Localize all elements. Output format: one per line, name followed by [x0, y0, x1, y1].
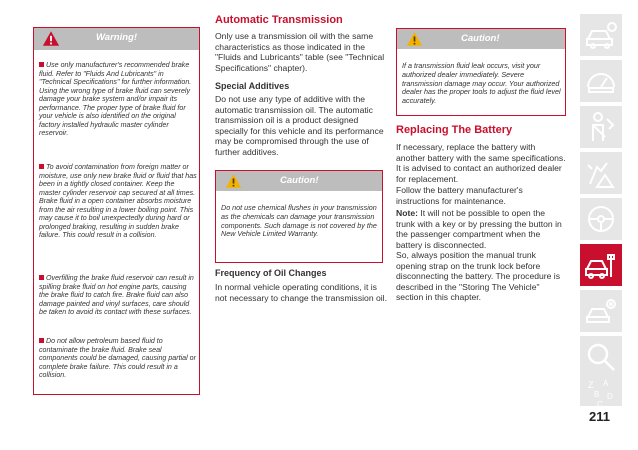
index-icon [585, 377, 617, 409]
caution-text: If a transmission fluid leak occurs, visit your authorized dealer immediately. Severe transmission damage may occur. Your authorized dealer has the proper tools to adjust the fluid level accurately. [402, 61, 561, 106]
caution-header [397, 29, 565, 49]
caution-triangle-icon [406, 31, 423, 47]
nav-service[interactable] [580, 244, 622, 286]
svg-text:A: A [603, 379, 609, 388]
caution-text: Do not use chemical flushes in your transmission as the chemicals can damage your transmission components. Such damage is not covered by the New Vehicle Limited Warranty. [221, 203, 377, 239]
note-label: Note: [396, 208, 418, 218]
nav-dashboard[interactable] [580, 60, 622, 102]
svg-text:C: C [597, 400, 603, 409]
dashboard-icon [585, 65, 617, 97]
caution-box [215, 170, 383, 263]
bullet-icon [39, 164, 44, 169]
body-text: If necessary, replace the battery with another battery with the same specifications. It is advised to contact an authorized dealer for replacement. [396, 142, 566, 184]
nav-emergency[interactable] [580, 152, 622, 194]
warning-title: Warning! [96, 32, 137, 43]
nav-car-info[interactable] [580, 14, 622, 56]
nav-specifications[interactable] [580, 290, 622, 332]
svg-text:Z: Z [588, 380, 594, 390]
svg-text:D: D [607, 392, 613, 401]
body-text: So, always position the manual trunk opening strap on the trunk lock before disconnecting the battery. The procedure is described in the "Storing The Vehicle" section in this chapter. [396, 250, 561, 302]
warning-box [33, 27, 200, 395]
warning-paragraph: Overfilling the brake fluid reservoir can result in spilling brake fluid on hot engine parts, causing the brake fluid to catch fire. Brake fluid can also damage painted and vinyl surfaces, care should be taken to avoid its contact with these surfaces. [39, 274, 194, 317]
bullet-icon [39, 62, 44, 67]
note-text: Note: It will not be possible to open the trunk with a key or by pressing the button in the passenger compartment when the battery is disconnected. [396, 208, 562, 250]
seatbelt-icon [585, 111, 617, 143]
subheading: Special Additives [215, 81, 290, 91]
warning-paragraph: Use only manufacturer's recommended brake fluid. Refer to "Fluids And Lubricants" in "Technical Specifications" for further information. Using the wrong type of brake fluid can severely damage your brake system and/or impair its performance. The proper type of brake fluid for your vehicle is also identified on the original factory installed hydraulic master cylinder reservoir. [39, 61, 192, 138]
body-text: In normal vehicle operating conditions, it is not necessary to change the transmission oil. [215, 282, 387, 303]
steering-wheel-icon [585, 203, 617, 235]
body-text: Do not use any type of additive with the automatic transmission oil. The automatic transmission oil is a product designed specially for this vehicle and its performance may be compromised through the use of further additives. [215, 94, 384, 157]
service-icon [585, 249, 617, 281]
car-info-icon [585, 19, 617, 51]
caution-box [396, 28, 566, 116]
emergency-icon [585, 157, 617, 189]
warning-triangle-icon [42, 30, 60, 47]
warning-header [34, 28, 199, 50]
caution-title: Caution! [280, 175, 319, 186]
warning-paragraph: To avoid contamination from foreign matter or moisture, use only new brake fluid or fluid that has been in a tightly closed container. Keep the master cylinder reservoir cap secured at all times. Brake fluid in a open container absorbs moisture from the air resulting in a lower boiling point. This may cause it to boil unexpectedly during hard or prolonged braking, resulting in sudden brake failure. This could result in a collision. [39, 163, 197, 240]
subheading: Frequency of Oil Changes [215, 268, 327, 278]
specifications-icon [585, 295, 617, 327]
nav-index[interactable] [580, 372, 622, 409]
body-text: Only use a transmission oil with the same characteristics as those indicated in the "Fluids and Lubricants" table (see "Technical Specifications" chapter). [215, 31, 385, 73]
caution-title: Caution! [461, 33, 500, 44]
section-heading: Automatic Transmission [215, 14, 343, 26]
warning-paragraph: Do not allow petroleum based fluid to contaminate the brake fluid. Brake seal components could be damaged, causing partial or complete brake failure. This could result in a collision. [39, 337, 196, 380]
nav-seatbelt[interactable] [580, 106, 622, 148]
bullet-icon [39, 338, 44, 343]
nav-steering[interactable] [580, 198, 622, 240]
search-icon [585, 341, 617, 373]
body-text: Follow the battery manufacturer's instructions for maintenance. [396, 185, 523, 206]
section-heading: Replacing The Battery [396, 124, 513, 136]
caution-triangle-icon [225, 173, 242, 189]
caution-header [216, 171, 382, 191]
page-number: 211 [589, 409, 610, 424]
bullet-icon [39, 275, 44, 280]
svg-text:B: B [594, 390, 600, 399]
